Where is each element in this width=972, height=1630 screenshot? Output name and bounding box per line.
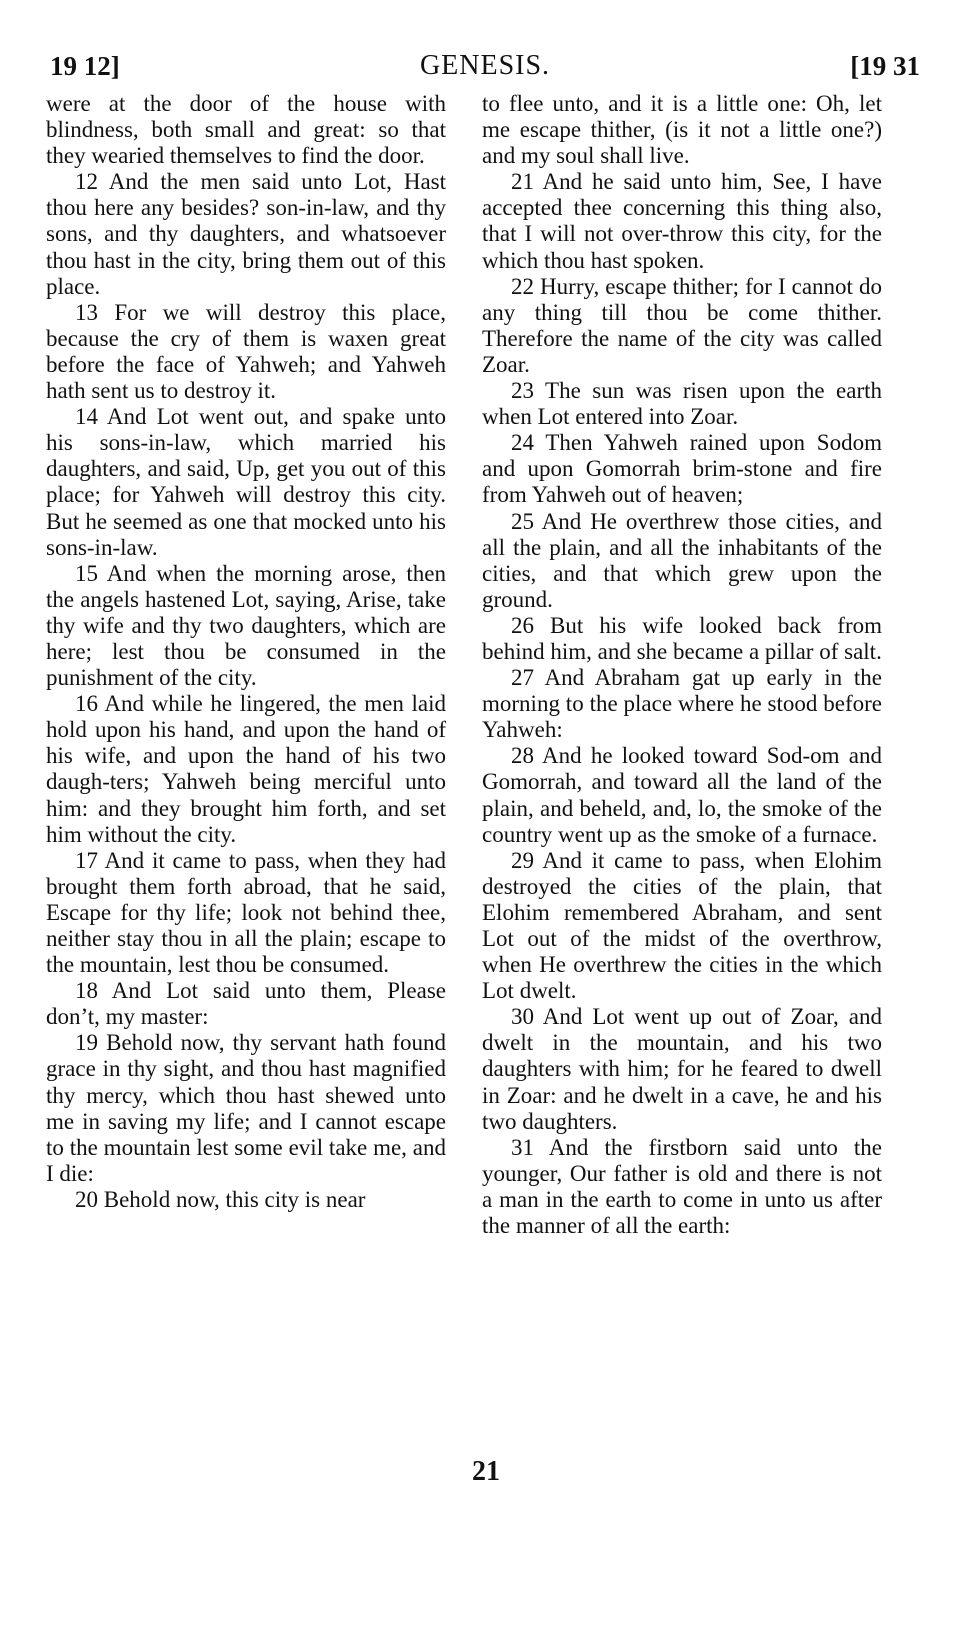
verse-paragraph: 24 Then Yahweh rained upon Sodom and upon Gomorrah brim-stone and fire from Yahweh out of heaven; bbox=[482, 430, 882, 508]
verse-paragraph: 27 And Abraham gat up early in the morning to the place where he stood before Yahweh: bbox=[482, 665, 882, 743]
verse-paragraph: 29 And it came to pass, when Elohim destroyed the cities of the plain, that Elohim remembered Abraham, and sent Lot out of the midst of the overthrow, when He overthrew the cities in the which Lot dwelt. bbox=[482, 847, 882, 1004]
verse-paragraph: 26 But his wife looked back from behind him, and she became a pillar of salt. bbox=[482, 612, 882, 664]
verse-paragraph: 30 And Lot went up out of Zoar, and dwelt in the mountain, and his two daughters with him; for he feared to dwell in Zoar: and he dwelt in a cave, he and his two daughters. bbox=[482, 1004, 882, 1134]
right-text-column bbox=[482, 91, 882, 1239]
verse-paragraph: 20 Behold now, this city is near bbox=[75, 1186, 366, 1212]
verse-paragraph: 19 Behold now, thy servant hath found grace in thy sight, and thou hast magnified thy mercy, which thou hast shewed unto me in saving my life; and I cannot escape to the mountain lest some evil take me, and I die: bbox=[46, 1030, 446, 1186]
page-number: 21 bbox=[472, 1456, 500, 1487]
verse-paragraph: 22 Hurry, escape thither; for I cannot do any thing till thou be come thither. Therefore the name of the city was called Zoar. bbox=[482, 273, 882, 377]
left-text-column bbox=[46, 91, 446, 1213]
verse-paragraph: 14 And Lot went out, and spake unto his sons-in-law, which married his daughters, and said, Up, get you out of this place; for Yahweh will destroy this city. But he seemed as one that mocked unto his sons-in-law. bbox=[46, 404, 446, 560]
verse-paragraph: 18 And Lot said unto them, Please don’t, my master: bbox=[46, 978, 446, 1030]
verse-paragraph: 17 And it came to pass, when they had brought them forth abroad, that he said, Escape for thy life; look not behind thee, neither stay thou in all the plain; escape to the mountain, lest thou be consumed. bbox=[46, 847, 446, 978]
verse-continuation: to flee unto, and it is a little one: Oh, let me escape thither, (is it not a little one?) and my soul shall live. bbox=[482, 91, 882, 169]
verse-paragraph: 12 And the men said unto Lot, Hast thou here any besides? son-in-law, and thy sons, and thy daughters, and whatsoever thou hast in the city, bring them out of this place. bbox=[46, 169, 446, 299]
verse-paragraph: 13 For we will destroy this place, because the cry of them is waxen great before the face of Yahweh; and Yahweh hath sent us to destroy it. bbox=[46, 299, 446, 404]
page-header bbox=[50, 46, 920, 86]
verse-paragraph: 25 And He overthrew those cities, and all the plain, and all the inhabitants of the cities, and that which grew upon the ground. bbox=[482, 508, 882, 612]
verse-paragraph: 23 The sun was risen upon the earth when Lot entered into Zoar. bbox=[482, 378, 882, 430]
verse-paragraph: 15 And when the morning arose, then the angels hastened Lot, saying, Arise, take thy wife and thy two daughters, which are here; lest thou be consumed in the punishment of the city. bbox=[46, 560, 446, 691]
verse-paragraph: 16 And while he lingered, the men laid hold upon his hand, and upon the hand of his wife, and upon the hand of his two daugh-ters; Yahweh being merciful unto him: and they brought him forth, and set him without the city. bbox=[46, 691, 446, 847]
verse-paragraph: 21 And he said unto him, See, I have accepted thee concerning this thing also, that I will not over-throw this city, for the which thou hast spoken. bbox=[482, 169, 882, 273]
header-verse-end: [19 31 bbox=[850, 51, 920, 81]
verse-paragraph: 28 And he looked toward Sod-om and Gomorrah, and toward all the land of the plain, and beheld, and, lo, the smoke of the country went up as the smoke of a furnace. bbox=[482, 743, 882, 847]
book-title: GENESIS. bbox=[419, 50, 551, 81]
verse-paragraph: 31 And the firstborn said unto the younger, Our father is old and there is not a man in the earth to come in unto us after the manner of all the earth: bbox=[482, 1134, 882, 1239]
header-verse-start: 19 12] bbox=[50, 51, 120, 81]
verse-continuation: were at the door of the house with blindness, both small and great: so that they wearied themselves to find the door. bbox=[46, 91, 446, 169]
